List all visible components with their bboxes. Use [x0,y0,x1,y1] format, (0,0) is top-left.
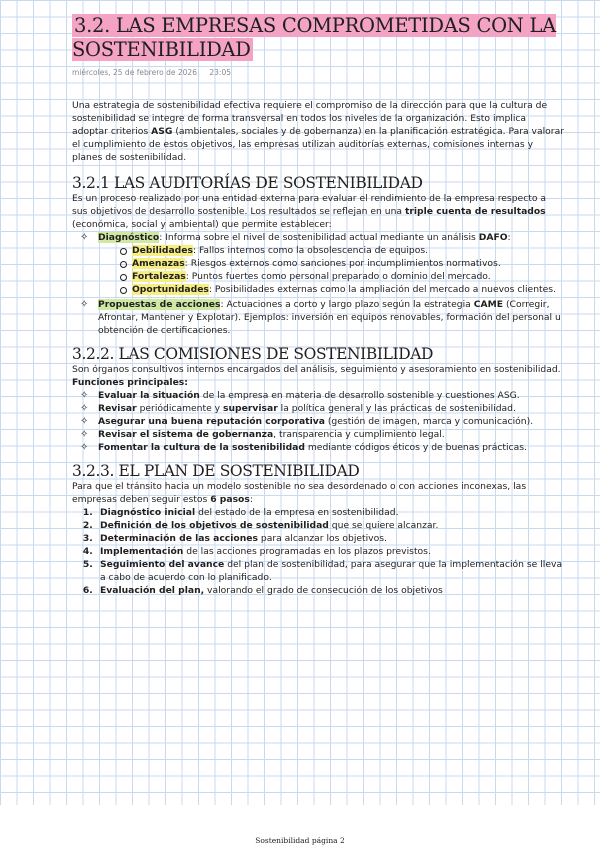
list-item: ✧ Fomentar la cultura de la sostenibilidad mediante códigos éticos y de buenas prácticas. [80,441,564,454]
page-title: 3.2. LAS EMPRESAS COMPROMETIDAS CON LA SOSTENIBILIDAD [72,14,556,61]
dafo-list [98,244,564,296]
funciones-label: Funciones principales: [72,377,188,388]
list-item-diagnostico: ✧ Diagnóstico: Informa sobre el nivel de sostenibilidad actual mediante un análisis DAFO: Debilidades: Fallos internos como la obsolescencia de equipos. Amenazas: Riesgos externos como sanciones por incumplimientos normativos. Fortalezas: Puntos fuertes como personal preparado o dominio del mercado. Oportunidades: Posibilidades externas como la ampliación del mercado a nuevos clientes. [80,231,564,296]
list-item: 6. Evaluación del plan, valorando el grado de consecución de los objetivos [96,584,564,597]
list-item: ✧ Asegurar una buena reputación corporativa (gestión de imagen, marca y comunicación). [80,415,564,428]
list-item: ✧ Evaluar la situación de la empresa en materia de desarrollo sostenible y cuestiones ASG. [80,389,564,402]
list-item: 5. Seguimiento del avance del plan de sostenibilidad, para asegurar que la implementación se lleva a cabo de acuerdo con lo planificado. [96,558,564,584]
list-item-oportunidades: Oportunidades: Posibilidades externas como la ampliación del mercado a nuevos clientes. [120,283,564,296]
auditorias-list [72,231,564,337]
section-heading-plan: 3.2.3. EL PLAN DE SOSTENIBILIDAD [72,462,360,480]
list-item: 3. Determinación de las acciones para alcanzar los objetivos. [96,532,564,545]
list-item: ✧ Revisar el sistema de gobernanza, transparencia y cumplimiento legal. [80,428,564,441]
list-item-amenazas: Amenazas: Riesgos externos como sanciones por incumplimientos normativos. [120,257,564,270]
list-item: ✧ Revisar periódicamente y supervisar la política general y las prácticas de sostenibilidad. [80,402,564,415]
auditorias-paragraph: Es un proceso realizado por una entidad externa para evaluar el rendimiento de la empresa respecto a sus objetivos de desarrollo sostenible. Los resultados se reflejan en una triple cuenta de resultados (económica, social y ambiental) que permite establecer: [72,193,547,230]
note-content [72,14,564,597]
intro-paragraph: Una estrategia de sostenibilidad efectiva requiere el compromiso de la dirección para que la cultura de sostenibilidad se integre de forma transversal en todos los niveles de la organización. Esto implica adoptar criterios ASG (ambientales, sociales y de gobernanza) en la planificación estratégica. Para valorar el cumplimiento de estos objetivos, las empresas utilizan auditorías externas, comisiones internas y planes de sostenibilidad. [72,100,564,163]
funciones-list [72,389,564,454]
list-item: 4. Implementación de las acciones programadas en los plazos previstos. [96,545,564,558]
plan-steps-list [72,506,564,597]
page-footer: Sostenibilidad página 2 [255,836,345,845]
list-item-fortalezas: Fortalezas: Puntos fuertes como personal preparado o dominio del mercado. [120,270,564,283]
list-item-debilidades: Debilidades: Fallos internos como la obsolescencia de equipos. [120,244,564,257]
list-item: 2. Definición de los objetivos de sostenibilidad que se quiere alcanzar. [96,519,564,532]
note-time: 23:05 [209,68,231,77]
list-item-propuestas: ✧ Propuestas de acciones: Actuaciones a corto y largo plazo según la estrategia CAME (Corregir, Afrontar, Mantener y Explotar). Ejemplos: inversión en equipos renovables, formación del personal u obtención de certificaciones. [80,298,564,337]
note-timestamp [72,68,564,77]
section-heading-comisiones: 3.2.2. LAS COMISIONES DE SOSTENIBILIDAD [72,345,434,363]
section-heading-auditorias: 3.2.1 LAS AUDITORÍAS DE SOSTENIBILIDAD [72,174,423,192]
plan-paragraph: Para que el tránsito hacia un modelo sostenible no sea desordenado o con acciones inconexas, las empresas deben seguir estos 6 pasos: [72,481,527,505]
note-date: miércoles, 25 de febrero de 2026 [72,68,197,77]
comisiones-paragraph: Son órganos consultivos internos encargados del análisis, seguimiento y asesoramiento en sostenibilidad. [72,364,561,375]
list-item: 1. Diagnóstico inicial del estado de la empresa en sostenibilidad. [96,506,564,519]
